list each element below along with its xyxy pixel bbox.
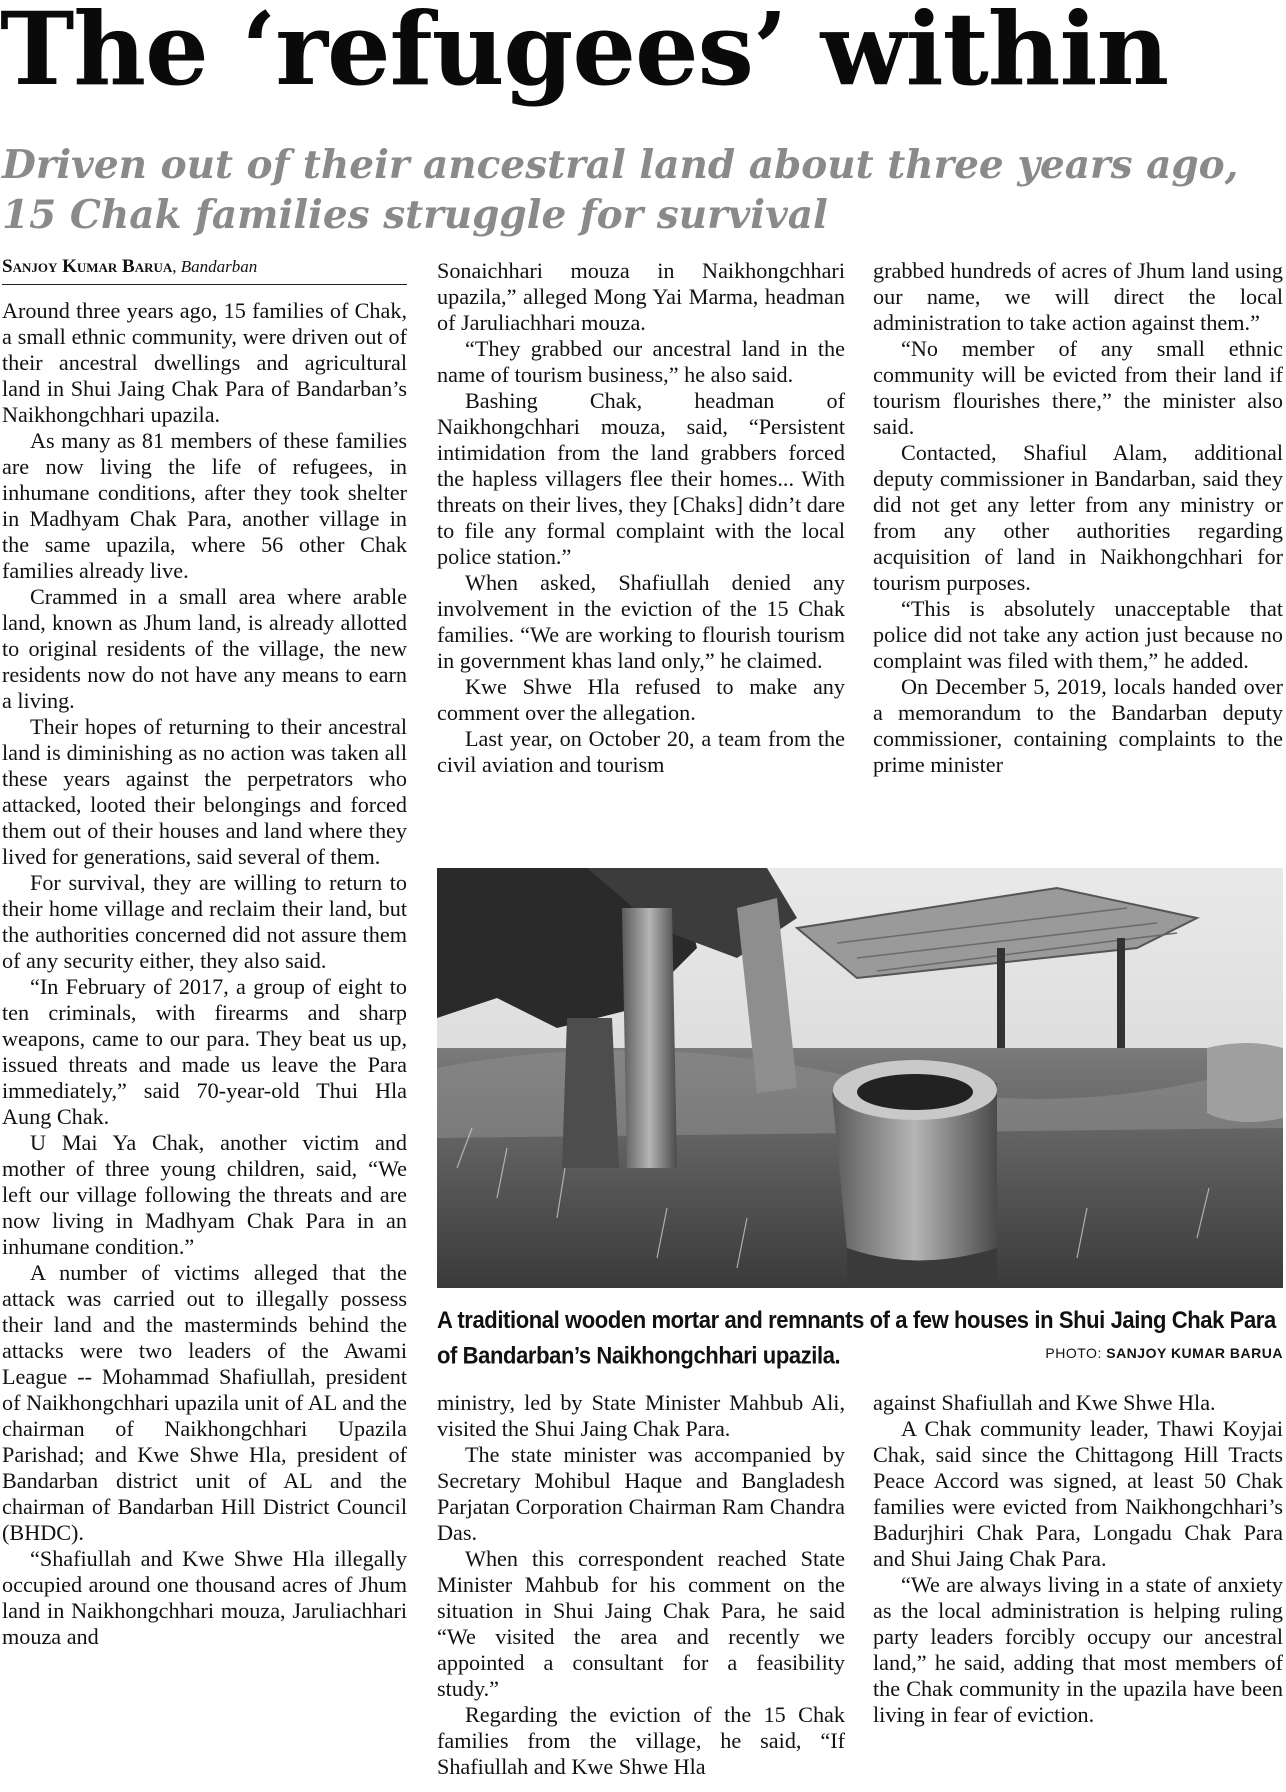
byline-location: Bandarban [180, 257, 258, 276]
paragraph: When this correspondent reached State Minister Mahbub for his comment on the situation in Shui Jaing Chak Para, he said “We visited the area and recently we appointed a consultant for a feasibility study.” [437, 1546, 845, 1701]
paragraph: “We are always living in a state of anxiety as the local administration is helping ruling party leaders forcibly occupy our ancestral land,” he said, adding that most members of the Chak community in the upazila have been living in fear of eviction. [873, 1572, 1283, 1727]
headline: The ‘refugees’ within [0, 0, 1169, 108]
paragraph: “In February of 2017, a group of eight to ten criminals, with firearms and sharp weapons, came to our para. They beat us up, issued threats and made us leave the Para immediately,” said 70-year-old Thui Hla Aung Chak. [2, 974, 407, 1129]
photo-credit-label: PHOTO: [1045, 1345, 1102, 1361]
article-column-2-bottom [437, 1390, 845, 1780]
paragraph: Bashing Chak, headman of Naikhongchhari mouza, said, “Persistent intimidation from the land grabbers forced the hapless villagers flee their homes... With threats on their lives, they [Chaks] didn’t dare to file any formal complaint with the local police station.” [437, 388, 845, 569]
subheadline: Driven out of their ancestral land about three years ago, 15 Chak families struggle for survival [2, 142, 1239, 238]
paragraph: Sonaichhari mouza in Naikhongchhari upazila,” alleged Mong Yai Marma, headman of Jaruliachhari mouza. [437, 258, 845, 335]
photo-credit [1045, 1345, 1283, 1361]
paragraph: Last year, on October 20, a team from the civil aviation and tourism [437, 726, 845, 777]
paragraph: For survival, they are willing to return to their home village and reclaim their land, but the authorities concerned did not assure them of any security either, they also said. [2, 870, 407, 973]
paragraph: Contacted, Shafiul Alam, additional deputy commissioner in Bandarban, said they did not get any letter from any ministry or from any other authorities regarding acquisition of land in Naikhongchhari for tourism purposes. [873, 440, 1283, 595]
photo-illustration [437, 868, 1283, 1288]
paragraph: When asked, Shafiullah denied any involvement in the eviction of the 15 Chak families. “We are working to flourish tourism in government khas land only,” he claimed. [437, 570, 845, 673]
paragraph: A Chak community leader, Thawi Koyjai Chak, said since the Chittagong Hill Tracts Peace Accord was signed, at least 50 Chak families were evicted from Naikhongchhari’s Badurjhiri Chak Para, Longadu Chak Para and Shui Jaing Chak Para. [873, 1416, 1283, 1571]
photo-credit-name: SANJOY KUMAR BARUA [1106, 1345, 1283, 1361]
article-column-2-top [437, 258, 845, 778]
article-photo [437, 868, 1283, 1288]
paragraph: As many as 81 members of these families are now living the life of refugees, in inhumane conditions, after they took shelter in Madhyam Chak Para, another village in the same upazila, where 56 other Chak families already live. [2, 428, 407, 583]
paragraph: ministry, led by State Minister Mahbub Ali, visited the Shui Jaing Chak Para. [437, 1390, 845, 1441]
paragraph: A number of victims alleged that the attack was carried out to illegally possess their land and the masterminds behind the attacks were two leaders of the Awami League -- Mohammad Shafiullah, president of Naikhongchhari upazila unit of AL and the chairman of Naikhongchhari Upazila Parishad; and Kwe Shwe Hla, president of Bandarban district unit of AL and the chairman of Bandarban Hill District Council (BHDC). [2, 1260, 407, 1545]
paragraph: Crammed in a small area where arable land, known as Jhum land, is already allotted to original residents of the village, the new residents now do not have any means to earn a living. [2, 584, 407, 713]
paragraph: against Shafiullah and Kwe Shwe Hla. [873, 1390, 1216, 1415]
byline-separator: , [172, 257, 177, 276]
paragraph: Regarding the eviction of the 15 Chak families from the village, he said, “If Shafiullah and Kwe Shwe Hla [437, 1702, 845, 1779]
paragraph: “Shafiullah and Kwe Shwe Hla illegally occupied around one thousand acres of Jhum land in Naikhongchhari mouza, Jaruliachhari mouza and [2, 1546, 407, 1649]
paragraph: Around three years ago, 15 families of Chak, a small ethnic community, were driven out of their ancestral dwellings and agricultural land in Shui Jaing Chak Para of Bandarban’s Naikhongchhari upazila. [2, 298, 407, 427]
paragraph: “No member of any small ethnic community will be evicted from their land if tourism flourishes there,” the minister also said. [873, 336, 1283, 439]
article-column-1 [2, 298, 407, 1650]
paragraph: The state minister was accompanied by Secretary Mohibul Haque and Bangladesh Parjatan Corporation Chairman Ram Chandra Das. [437, 1442, 845, 1545]
paragraph: Their hopes of returning to their ancestral land is diminishing as no action was taken all these years against the perpetrators who attacked, looted their belongings and forced them out of their houses and land where they lived for generations, said several of them. [2, 714, 407, 869]
byline-author: Sanjoy Kumar Barua [2, 256, 173, 277]
paragraph: grabbed hundreds of acres of Jhum land using our name, we will direct the local administration to take action against them.” [873, 258, 1283, 335]
paragraph: “This is absolutely unacceptable that police did not take any action just because no complaint was filed with them,” he added. [873, 596, 1283, 673]
article-column-3-bottom [873, 1390, 1283, 1728]
photo-caption: A traditional wooden mortar and remnants of a few houses in Shui Jaing Chak Para of Bandarban’s Naikhongchhari upazila. [437, 1306, 1276, 1369]
paragraph: “They grabbed our ancestral land in the name of tourism business,” he also said. [437, 336, 845, 387]
paragraph: Kwe Shwe Hla refused to make any comment over the allegation. [437, 674, 845, 725]
byline [2, 256, 407, 285]
paragraph: U Mai Ya Chak, another victim and mother of three young children, said, “We left our village following the threats and are now living in Madhyam Chak Para in an inhumane condition.” [2, 1130, 407, 1259]
paragraph: On December 5, 2019, locals handed over a memorandum to the Bandarban deputy commissioner, containing complaints to the prime minister [873, 674, 1283, 777]
article-column-3-top [873, 258, 1283, 778]
